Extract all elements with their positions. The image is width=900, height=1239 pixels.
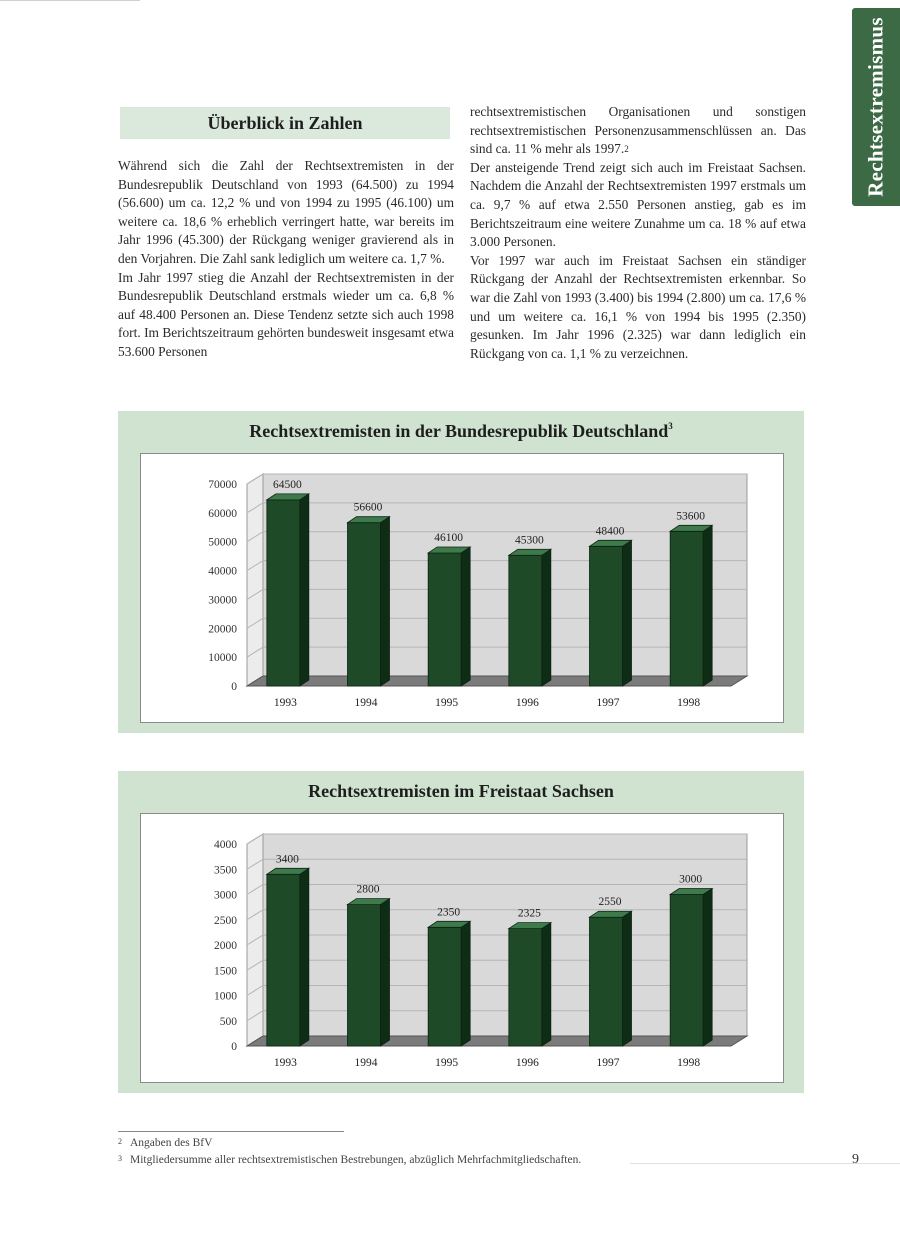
chart-germany-plot [140, 453, 784, 723]
saxony-bar-side-1996 [542, 923, 551, 1046]
saxony-bar-1996 [509, 929, 542, 1046]
germany-bar-1995 [428, 553, 461, 686]
germany-data-label-1998: 53600 [676, 510, 706, 523]
side-tab-label: Rechtsextremismus [863, 17, 888, 197]
saxony-bar-1994 [348, 905, 381, 1046]
saxony-bar-1997 [590, 917, 623, 1046]
saxony-data-label-1996: 2325 [517, 907, 541, 920]
chart-saxony-plot [140, 813, 784, 1083]
page-number: 9 [852, 1152, 859, 1167]
saxony-x-tick-label-1998: 1998 [677, 1057, 701, 1069]
saxony-data-label-1995: 2350 [437, 906, 461, 919]
saxony-data-label-1998: 3000 [679, 873, 703, 886]
chart-germany-title [118, 421, 804, 442]
germany-y-tick-label: 40000 [208, 565, 237, 578]
top-rule [0, 0, 140, 1]
germany-x-tick-label-1996: 1996 [515, 697, 539, 709]
germany-bar-1994 [348, 523, 381, 686]
saxony-y-tick-label: 0 [231, 1041, 237, 1053]
saxony-x-tick-label-1997: 1997 [596, 1057, 620, 1069]
chart-saxony-svg [141, 814, 783, 1082]
bottom-rule [630, 1163, 900, 1164]
germany-y-tick-label: 0 [231, 681, 237, 693]
germany-data-label-1994: 56600 [353, 501, 383, 514]
saxony-y-tick-label: 500 [219, 1015, 237, 1028]
footnote-2-number: 2 [118, 1137, 122, 1146]
germany-bar-side-1994 [381, 517, 390, 686]
saxony-x-tick-label-1993: 1993 [273, 1057, 297, 1069]
germany-data-label-1993: 64500 [272, 478, 302, 491]
germany-bar-side-1996 [542, 549, 551, 686]
saxony-y-tick-label: 4000 [214, 839, 237, 851]
saxony-y-tick-label: 2500 [214, 914, 237, 927]
germany-bar-side-1993 [300, 494, 309, 686]
germany-y-tick-label: 60000 [208, 507, 237, 520]
footnote-ref-2: 2 [624, 144, 629, 155]
saxony-data-label-1994: 2800 [356, 883, 380, 896]
germany-y-tick-label: 70000 [208, 479, 237, 491]
germany-y-tick-label: 20000 [208, 623, 237, 636]
right-paragraph-1 [470, 103, 806, 159]
germany-bar-1993 [267, 500, 300, 686]
saxony-bar-side-1997 [623, 911, 632, 1046]
footnote-ref-3: 3 [668, 421, 673, 431]
germany-y-tick-label: 50000 [208, 536, 237, 549]
right-paragraph-1-text: rechtsextremistischen Organisationen und sonstigen rechtsextremistischen Personenzusammenschlüssen an. Das sind ca. 11 % mehr als 1997. [470, 104, 806, 157]
chart-germany-svg [141, 454, 783, 722]
right-text-column [470, 103, 806, 363]
germany-data-label-1996: 45300 [514, 534, 544, 547]
germany-y-tick-label: 10000 [208, 652, 237, 665]
germany-bar-side-1997 [623, 540, 632, 686]
footnote-2 [118, 1137, 212, 1149]
germany-x-tick-label-1993: 1993 [273, 697, 297, 709]
chart-saxony-panel [118, 771, 804, 1093]
saxony-bar-1998 [670, 895, 703, 1047]
chart-saxony-title: Rechtsextremisten im Freistaat Sachsen [308, 781, 614, 801]
germany-x-tick-label-1998: 1998 [677, 697, 701, 709]
footnote-2-text: Angaben des BfV [130, 1137, 213, 1149]
left-paragraph-2: Im Jahr 1997 stieg die Anzahl der Rechtsextremisten in der Bundesrepublik Deutschland erstmals wieder um ca. 6,8 % auf 48.400 Personen an. Diese Tendenz setzte sich auch 1998 fort. Im Berichtszeitraum gehörten bundesweit insgesamt etwa 53.600 Personen [118, 269, 454, 359]
germany-bar-side-1995 [461, 547, 470, 686]
germany-x-tick-label-1995: 1995 [435, 697, 459, 709]
section-title: Überblick in Zahlen [120, 107, 450, 139]
saxony-bar-1995 [428, 927, 461, 1046]
chart-germany-panel [118, 411, 804, 733]
saxony-data-label-1993: 3400 [275, 853, 299, 866]
germany-side-wall [247, 474, 263, 686]
saxony-bar-side-1994 [381, 899, 390, 1046]
germany-bar-side-1998 [703, 525, 712, 686]
footnote-3 [118, 1154, 581, 1166]
germany-bar-1996 [509, 555, 542, 686]
saxony-y-tick-label: 1000 [214, 990, 237, 1003]
saxony-bar-side-1993 [300, 868, 309, 1046]
left-paragraph-1: Während sich die Zahl der Rechtsextremisten in der Bundesrepublik Deutschland von 1993 (64.500) zu 1994 (56.600) um ca. 12,2 % und von 1994 zu 1995 (46.100) um weitere ca. 18,6 % erheblich verringert hatte, war bereits im Jahr 1996 (45.300) der Rückgang weniger gravierend als in den Vorjahren. Die Zahl sank lediglich um weitere ca. 1,7 %. [118, 158, 454, 266]
saxony-x-tick-label-1996: 1996 [515, 1057, 539, 1069]
germany-bar-1998 [670, 531, 703, 686]
footnote-3-text: Mitgliedersumme aller rechtsextremistischen Bestrebungen, abzüglich Mehrfachmitgliedschaften. [130, 1154, 582, 1166]
right-paragraph-3: Vor 1997 war auch im Freistaat Sachsen ein ständiger Rückgang der Anzahl der Rechtsextremisten erkennbar. So war die Zahl von 1993 (3.400) bis 1994 (2.800) um ca. 17,6 % und um weitere ca. 16,1 % von 1994 bis 1995 (2.350) gesunken. Im Jahr 1996 (2.325) war dann lediglich ein Rückgang von ca. 1,1 % zu verzeichnen. [470, 252, 806, 361]
germany-bar-1997 [590, 546, 623, 686]
saxony-data-label-1997: 2550 [598, 896, 622, 909]
section-side-tab [852, 8, 900, 206]
saxony-x-tick-label-1994: 1994 [354, 1057, 378, 1069]
saxony-bar-1993 [267, 874, 300, 1046]
germany-y-tick-label: 30000 [208, 594, 237, 607]
saxony-y-tick-label: 2000 [214, 940, 237, 952]
footnote-divider [118, 1131, 344, 1132]
saxony-y-tick-label: 3500 [214, 864, 237, 877]
germany-x-tick-label-1994: 1994 [354, 697, 378, 709]
germany-data-label-1995: 46100 [434, 531, 464, 544]
saxony-bar-side-1998 [703, 889, 712, 1047]
left-text-column [118, 157, 454, 362]
saxony-bar-side-1995 [461, 921, 470, 1046]
saxony-x-tick-label-1995: 1995 [435, 1057, 459, 1069]
germany-x-tick-label-1997: 1997 [596, 697, 620, 709]
footnote-3-number: 3 [118, 1154, 122, 1163]
saxony-y-tick-label: 1500 [214, 965, 237, 978]
right-paragraph-2: Der ansteigende Trend zeigt sich auch im Freistaat Sachsen. Nachdem die Anzahl der Rechtsextremisten 1997 erstmals um ca. 9,7 % auf etwa 2.550 Personen anstieg, gab es im Berichtszeitraum eine weitere Zunahme um ca. 18 % auf etwa 3.000 Personen. [470, 159, 806, 250]
saxony-y-tick-label: 3000 [214, 889, 237, 902]
germany-data-label-1997: 48400 [595, 525, 625, 538]
chart-germany-title-text: Rechtsextremisten in der Bundesrepublik Deutschland [249, 421, 669, 441]
